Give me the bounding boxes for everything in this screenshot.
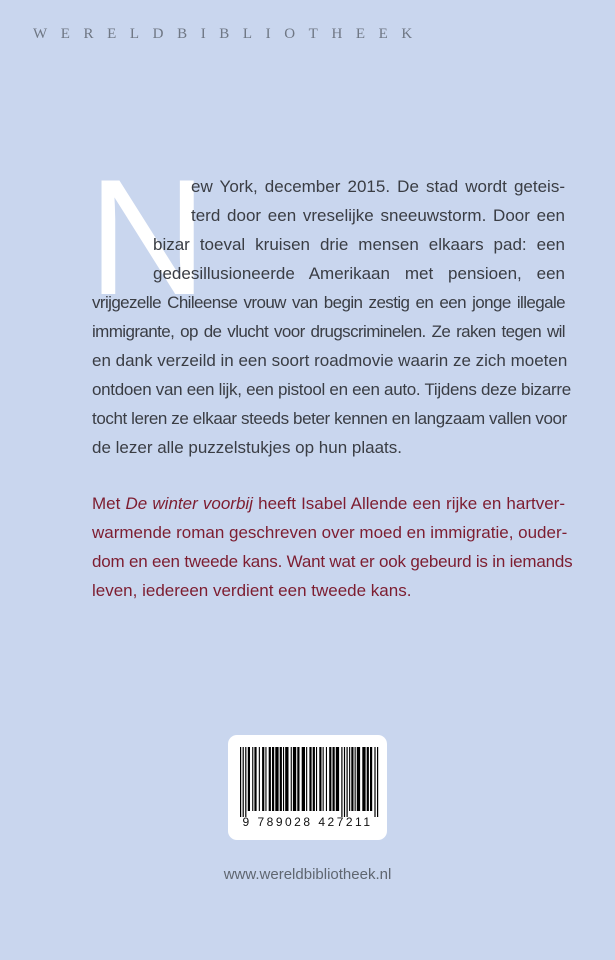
- blurb-line: ontdoen van een lijk, een pistool en een auto. Tijdens deze bizarre: [92, 380, 571, 399]
- barcode-bar: [275, 747, 278, 811]
- barcode-label: [228, 735, 387, 840]
- promo-prefix: Met: [92, 494, 126, 513]
- barcode-bar: [326, 747, 327, 811]
- barcode-bar: [370, 747, 372, 811]
- barcode-bar: [344, 747, 345, 817]
- barcode-bar: [269, 747, 271, 811]
- publisher-name: WERELDBIBLIOTHEEK: [33, 26, 426, 42]
- barcode-bar: [374, 747, 375, 817]
- barcode-bar: [367, 747, 369, 811]
- barcode-bar: [252, 747, 253, 811]
- blurb-line: gedesillusioneerde Amerikaan met pensioen, een: [153, 264, 565, 283]
- barcode-bar: [293, 747, 296, 811]
- blurb-line: immigrante, op de vlucht voor drugscriminelen. Ze raken tegen wil: [92, 322, 565, 341]
- barcode-bar: [319, 747, 321, 811]
- promo-line: warmende roman geschreven over moed en immigratie, ouder-: [92, 523, 568, 542]
- barcode-bar: [272, 747, 274, 811]
- barcode-bar: [313, 747, 315, 811]
- barcode-bar: [362, 747, 365, 811]
- barcode-bar: [336, 747, 339, 811]
- barcode-bar: [240, 747, 241, 817]
- blurb-line: vrijgezelle Chileense vrouw van begin zestig en een jonge illegale: [92, 293, 565, 312]
- barcode-bar: [248, 747, 250, 811]
- blurb-line: tocht leren ze elkaar steeds beter kennen en langzaam vallen voor: [92, 409, 567, 428]
- barcode-bar: [285, 747, 288, 811]
- promo-line: leven, iedereen verdient een tweede kans.: [92, 581, 412, 600]
- barcode-bar: [347, 747, 348, 817]
- barcode-bar: [323, 747, 324, 811]
- barcode-bar: [309, 747, 311, 811]
- barcode-bar: [265, 747, 266, 811]
- promo-suffix: heeft Isabel Allende een rijke en hartver-: [252, 494, 565, 513]
- barcode-bar: [349, 747, 350, 811]
- book-title: De winter voorbij: [125, 494, 253, 513]
- barcode-bar: [329, 747, 331, 811]
- blurb-line: en dank verzeild in een soort roadmovie waarin ze zich moeten: [92, 351, 568, 370]
- promo-line: [92, 493, 565, 515]
- barcode-bar: [291, 747, 292, 811]
- promo-line: dom en een tweede kans. Want wat er ook gebeurd is in iemands: [92, 552, 573, 571]
- barcode-bar: [245, 747, 246, 817]
- barcode-bar: [351, 747, 353, 811]
- barcode-bar: [302, 747, 305, 811]
- barcode-bar: [280, 747, 282, 811]
- barcode-bar: [243, 747, 244, 817]
- barcode-bar: [259, 747, 260, 811]
- barcode-bar: [297, 747, 299, 811]
- barcode-bar: [262, 747, 264, 811]
- barcode-bar: [306, 747, 307, 811]
- blurb-line: ew York, december 2015. De stad wordt geteis-: [191, 177, 565, 196]
- blurb-line: terd door een vreselijke sneeuwstorm. Door een: [191, 206, 565, 225]
- website-url: www.wereldbibliotheek.nl: [223, 866, 392, 883]
- barcode-bar: [341, 747, 342, 817]
- blurb-line: de lezer alle puzzelstukjes op hun plaats.: [92, 438, 402, 457]
- blurb-line: bizar toeval kruisen drie mensen elkaars pad: een: [153, 235, 565, 254]
- barcode-bar: [357, 747, 360, 811]
- barcode-bar: [377, 747, 378, 817]
- barcode-bar: [283, 747, 284, 811]
- barcode-bar: [355, 747, 356, 811]
- isbn-number: 9 789028 427211: [242, 815, 373, 829]
- drop-cap-letter: N: [88, 145, 208, 329]
- barcode-bar: [254, 747, 256, 811]
- barcode-bar: [333, 747, 335, 811]
- barcode-bar: [316, 747, 317, 811]
